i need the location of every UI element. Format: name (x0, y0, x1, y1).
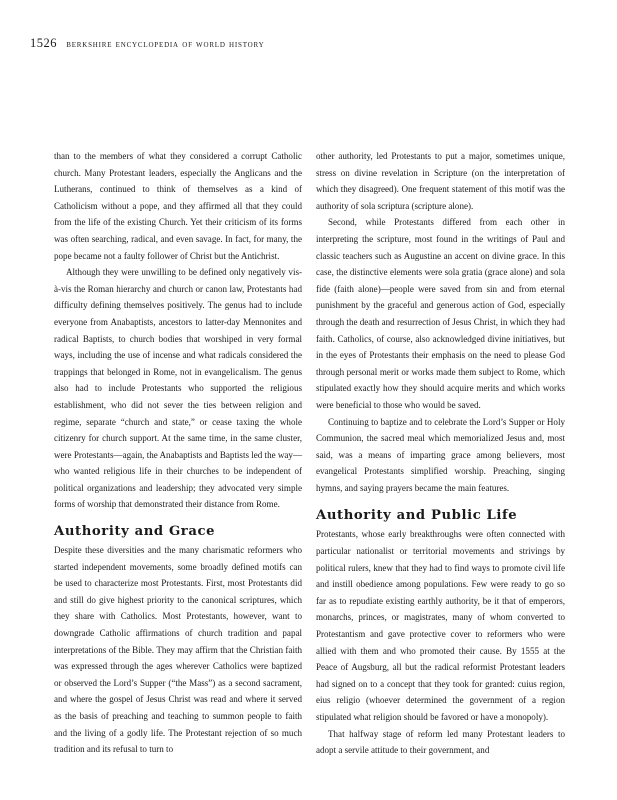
page-number: 1526 (30, 36, 57, 50)
left-paragraph-2: Although they were unwilling to be defined only negatively vis-à-vis the Roman hierarchy and church or canon law, Protestants had difficulty defining themselves positively. The genus had to include everyone from Anabaptists, ancestors to latter-day Mennonites and radical Baptists, to church bodies that worshiped in very formal ways, including the use of incense and what radicals considered the trappings that belonged in Rome, not in evangelicalism. The genus also had to include Protestants who supported the religious establishment, who did not sever the ties between religion and regime, separate “church and state,” or cease taxing the whole citizenry for church support. At the same time, in the same cluster, were Protestants—again, the Anabaptists and Baptists led the way—who wanted religious life in their churches to be independent of political organizations and leadership; they advocated very simple forms of worship that demonstrated their distance from Rome. (54, 267, 302, 510)
right-paragraph-4: Protestants, whose early breakthroughs were often connected with particular nationalist or territorial movements and strivings by political rulers, knew that they had to find ways to promote civil life and instill obedience among populations. Few were ready to go so far as to repudiate existing earthly authority, be it that of emperors, monarchs, princes, or magistrates, many of whom converted to Protestantism and gave protective cover to reformers who were allied with them and who promoted their cause. By 1555 at the Peace of Augsburg, all but the radical reformist Protestant leaders had signed on to a concept that they took for granted: cuius region, eius religio (whoever determined the government of a region stipulated what religion should be favored or have a monopoly). (316, 529, 565, 722)
right-paragraph-3: Continuing to baptize and to celebrate the Lord’s Supper or Holy Communion, the sacred meal which memorialized Jesus and, most said, was a means of imparting grace among believers, most evangelical Protestants simplified worship. Preaching, singing hymns, and saying prayers became the main features. (316, 416, 565, 493)
left-column (54, 148, 302, 758)
running-head (30, 36, 264, 51)
right-column (316, 148, 565, 759)
right-paragraph-5: That halfway stage of reform led many Protestant leaders to adopt a servile attitude to their government, and (316, 728, 565, 756)
book-title: berkshire encyclopedia of world history (66, 39, 265, 50)
right-paragraph-1: other authority, led Protestants to put a major, sometimes unique, stress on divine revelation in Scripture (on the interpretation of which they disagreed). One frequent statement of this motif was the authority of sola scriptura (scripture alone). (316, 151, 565, 211)
section-heading-authority-and-public-life: Authority and Public Life (316, 508, 518, 524)
left-paragraph-1: than to the members of what they considered a corrupt Catholic church. Many Protestant leaders, especially the Anglicans and the Lutherans, continued to think of themselves as a kind of Catholicism without a pope, and they affirmed all that they could from the life of the existing Church. Yet their criticism of its forms was often searching, radical, and even savage. In fact, for many, the pope became not a faulty follower of Christ but the Antichrist. (54, 151, 302, 261)
right-paragraph-2: Second, while Protestants differed from each other in interpreting the scripture, most found in the writings of Paul and classic teachers such as Augustine an accent on divine grace. In this case, the distinctive elements were sola gratia (grace alone) and sola fide (faith alone)—people were saved from sin and from eternal punishment by the graceful and generous action of God, especially through the death and resurrection of Jesus Christ, in which they had faith. Catholics, of course, also acknowledged divine initiatives, but in the eyes of Protestants their emphasis on the need to please God through personal merit or works made them subject to Rome, which stipulated exactly how they should acquire merits and which works were beneficial to those who would be saved. (316, 217, 565, 410)
section-heading-authority-and-grace: Authority and Grace (54, 524, 216, 540)
left-paragraph-3: Despite these diversities and the many charismatic reformers who started independent movements, some broadly defined motifs can be used to characterize most Protestants. First, most Protestants did and still do give highest priority to the canonical scriptures, which they share with Catholics. Most Protestants, however, want to downgrade Catholic affirmations of church tradition and papal interpretations of the Bible. They may affirm that the Christian faith was expressed through the ages wherever Catholics were baptized or observed the Lord’s Supper (“the Mass”) as a second sacrament, and where the gospel of Jesus Christ was read and where it served as the basis of preaching and teaching to summon people to faith and the living of a godly life. The Protestant rejection of so much tradition and its refusal to turn to (54, 545, 302, 755)
